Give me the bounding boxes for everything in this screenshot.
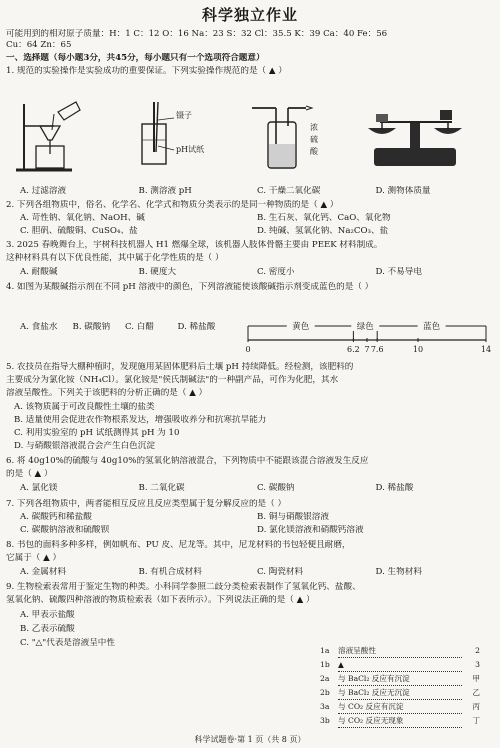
- q1-label-tweezers: 镊子: [176, 111, 192, 120]
- key-result: 丁: [472, 716, 480, 725]
- q1-option-d[interactable]: D. 测物体质量: [375, 186, 431, 196]
- q5-option-b[interactable]: B. 适量使用会促进农作物根系发达，增强吸收养分和抗寒抗旱能力: [14, 415, 267, 425]
- q2-options-row-1: [6, 213, 494, 224]
- ph-scale-svg: [240, 316, 494, 356]
- q2-option-b[interactable]: B. 生石灰、氧化钙、CaO、氧化物: [257, 213, 391, 223]
- q7-option-b[interactable]: B. 铜与硝酸银溶液: [257, 512, 329, 522]
- q6-option-d[interactable]: D. 稀盐酸: [375, 483, 414, 493]
- scale-tick-label: 10: [412, 345, 424, 354]
- q2-options-row-2: [6, 226, 494, 237]
- q9-stem-line-1: 9. 生物检索表常用于鉴定生物的种类。小科同学参照二歧分类检索表制作了氢氧化钙、盐酸、: [6, 582, 361, 592]
- q1-figure-d-balance: [360, 100, 470, 172]
- key-result: 2: [475, 646, 480, 655]
- q4-ph-color-scale: [240, 316, 494, 356]
- q1-label-acid: 酸: [310, 147, 318, 156]
- key-text: 与 BaCl₂ 反应有沉淀: [338, 672, 462, 686]
- q5-stem-line-1: 5. 农技员在指导大棚种植时，发现施用某固体肥料后土壤 pH 持续降低。经检测，该肥料的: [6, 362, 354, 372]
- q2-option-c[interactable]: C. 胆矾、硫酸铜、CuSO₄、盐: [20, 226, 138, 236]
- atomic-masses-line-1: 可能用到的相对原子质量：H：1 C：12 O：16 Na：23 S：32 Cl：35.5 K：39 Ca：40 Fe：56: [6, 29, 388, 39]
- q5-option-a[interactable]: A. 该物质属于可改良酸性土壤的盐类: [14, 402, 155, 412]
- key-result: 丙: [472, 702, 480, 711]
- key-text: 溶液呈酸性: [338, 644, 462, 658]
- key-text: 与 CO₂ 反应有沉淀: [338, 700, 462, 714]
- q6-option-a[interactable]: A. 氯化镁: [20, 483, 58, 493]
- q1-figure-b-ph-test: [126, 100, 226, 172]
- q4-options: [6, 322, 230, 333]
- q4-stem: 4. 如图为某酸碱指示剂在不同 pH 溶液中的颜色，下列溶液能使该酸碱指示剂变成蓝色的是（ ）: [6, 282, 374, 292]
- q3-stem-line-2: 这种材料具有以下优良性能，其中属于化学性质的是（ ）: [6, 253, 224, 263]
- q7-options-row-2: [6, 525, 494, 536]
- q6-option-c[interactable]: C. 碳酸钠: [257, 483, 295, 493]
- scale-color-label: 黄色: [292, 322, 310, 332]
- scale-tick-label: 7.6: [370, 345, 384, 354]
- gas-washing-bottle-icon: [246, 100, 346, 172]
- q8-stem-line-2: 它属于（ ▲ ）: [6, 553, 62, 563]
- q6-option-b[interactable]: B. 二氧化碳: [138, 483, 185, 493]
- q7-option-a[interactable]: A. 碳酸钙和稀盐酸: [20, 512, 92, 522]
- page-footer: 科学试题卷·第 1 页（共 8 页）: [194, 735, 306, 744]
- q4-option-a[interactable]: A. 食盐水: [20, 322, 58, 332]
- scale-color-label: 绿色: [356, 322, 374, 332]
- q8-option-c[interactable]: C. 陶瓷材料: [257, 567, 304, 577]
- key-text: 与 BaCl₂ 反应无沉淀: [338, 686, 462, 700]
- q2-option-a[interactable]: A. 苛性钠、氧化钠、NaOH、碱: [20, 213, 145, 223]
- page-title: 科学独立作业: [201, 6, 298, 24]
- key-code: 1a: [320, 646, 330, 655]
- q8-option-b[interactable]: B. 有机合成材料: [138, 567, 202, 577]
- key-result: 3: [475, 660, 480, 669]
- key-row: [320, 686, 480, 700]
- q1-stem: 1. 规范的实验操作是实验成功的重要保证。下列实验操作规范的是（ ▲ ）: [6, 66, 287, 76]
- q2-option-d[interactable]: D. 纯碱、氢氧化钠、Na₂CO₃、盐: [257, 226, 389, 236]
- q2-stem: 2. 下列各组物质中，俗名、化学名、化学式和物质分类表示的是同一种物质的是（ ▲ ）: [6, 200, 339, 210]
- q5-stem-line-2: 主要成分为氯化铵（NH₄Cl）。氯化铵是"侯氏制碱法"的一种副产品，可作为化肥，其水: [6, 375, 339, 385]
- key-code: 1b: [320, 660, 330, 669]
- q6-options: [6, 483, 494, 494]
- q9-option-b[interactable]: B. 乙表示硫酸: [20, 624, 75, 634]
- balance-scale-icon: [360, 100, 470, 172]
- key-code: 3a: [320, 702, 330, 711]
- q3-option-d[interactable]: D. 不易导电: [375, 267, 422, 277]
- q1-options: [6, 186, 494, 197]
- q3-stem-line-1: 3. 2025 春晚舞台上，宇树科技机器人 H1 燃爆全球，该机器人肢体骨骼主要由 PEEK 材料制成。: [6, 240, 383, 250]
- scale-tick-label: 14: [480, 345, 492, 354]
- atomic-masses-line-2: Cu：64 Zn：65: [6, 40, 72, 50]
- section1-heading: 一、选择题（每小题3分，共45分，每小题只有一个选项符合题意）: [6, 53, 265, 63]
- q1-option-c[interactable]: C. 干燥二氧化碳: [257, 186, 321, 196]
- scale-color-label: 蓝色: [423, 322, 441, 332]
- q3-options: [6, 267, 494, 278]
- q7-stem: 7. 下列各组物质中，两者能相互反应且反应类型属于复分解反应的是（ ）: [6, 499, 287, 509]
- q8-stem-line-1: 8. 书包的面料多种多样，例如帆布、PU 皮、尼龙等。其中，尼龙材料的书包轻便且耐磨，: [6, 540, 351, 550]
- q8-option-a[interactable]: A. 金属材料: [20, 567, 67, 577]
- q1-figure-c-drying: [246, 100, 346, 172]
- scale-tick-label: 6.2: [347, 345, 360, 354]
- q7-option-d[interactable]: D. 氯化镁溶液和硝酸钙溶液: [257, 525, 364, 535]
- q9-option-c[interactable]: C. "△"代表是溶液呈中性: [20, 638, 115, 648]
- key-row: [320, 644, 480, 658]
- q7-option-c[interactable]: C. 碳酸钠溶液和硫酸钡: [20, 525, 110, 535]
- scale-tick-label: 0: [245, 345, 251, 354]
- q1-option-a[interactable]: A. 过滤溶液: [20, 186, 67, 196]
- filtration-apparatus-icon: [14, 100, 114, 172]
- q6-stem-line-1: 6. 将 40g10%的硫酸与 40g10%的氢氧化钠溶液混合，下列物质中不能跟该混合溶液发生反应: [6, 456, 369, 466]
- key-code: 3b: [320, 716, 330, 725]
- q4-option-c[interactable]: C. 白醋: [125, 322, 154, 332]
- key-text: 与 CO₂ 反应无现象: [338, 714, 462, 728]
- q8-options: [6, 567, 494, 578]
- key-row: [320, 672, 480, 686]
- q9-option-a[interactable]: A. 甲表示盐酸: [20, 610, 75, 620]
- q7-options-row-1: [6, 512, 494, 523]
- key-result: 乙: [472, 688, 480, 697]
- q1-label-ph-paper: pH试纸: [176, 145, 205, 154]
- q9-dichotomous-key: [320, 644, 480, 728]
- key-code: 2a: [320, 674, 330, 683]
- key-row: [320, 658, 480, 672]
- key-text: ▲: [338, 658, 462, 672]
- q5-stem-line-3: 溶液呈酸性。下列关于该肥料的分析正确的是（ ▲ ）: [6, 388, 208, 398]
- q1-label-conc: 浓: [310, 123, 318, 132]
- q4-option-b[interactable]: B. 碳酸钠: [72, 322, 111, 332]
- key-result: 甲: [472, 674, 480, 683]
- key-row: [320, 700, 480, 714]
- q5-option-c[interactable]: C. 利用实验室的 pH 试纸测得其 pH 为 10: [14, 428, 180, 438]
- q6-stem-line-2: 的是（ ▲ ）: [6, 469, 53, 479]
- q8-option-d[interactable]: D. 生物材料: [375, 567, 422, 577]
- q3-option-c[interactable]: C. 密度小: [257, 267, 295, 277]
- q4-option-d[interactable]: D. 稀盐酸: [177, 322, 216, 332]
- q9-stem-line-2: 氢氧化钠、硫酸四种溶液的物质检索表（如下表所示）。下列说法正确的是（ ▲ ）: [6, 595, 315, 605]
- q1-figure-a-filtration: [14, 100, 114, 172]
- q1-label-sulfuric: 硫: [310, 135, 318, 144]
- scale-tick-label: 7: [364, 345, 370, 354]
- q5-option-d[interactable]: D. 与硝酸银溶液混合会产生白色沉淀: [14, 441, 155, 451]
- q3-option-b[interactable]: B. 硬度大: [138, 267, 177, 277]
- q3-option-a[interactable]: A. 耐酸碱: [20, 267, 58, 277]
- q1-option-b[interactable]: B. 测溶液 pH: [138, 186, 192, 196]
- key-row: [320, 714, 480, 728]
- key-code: 2b: [320, 688, 330, 697]
